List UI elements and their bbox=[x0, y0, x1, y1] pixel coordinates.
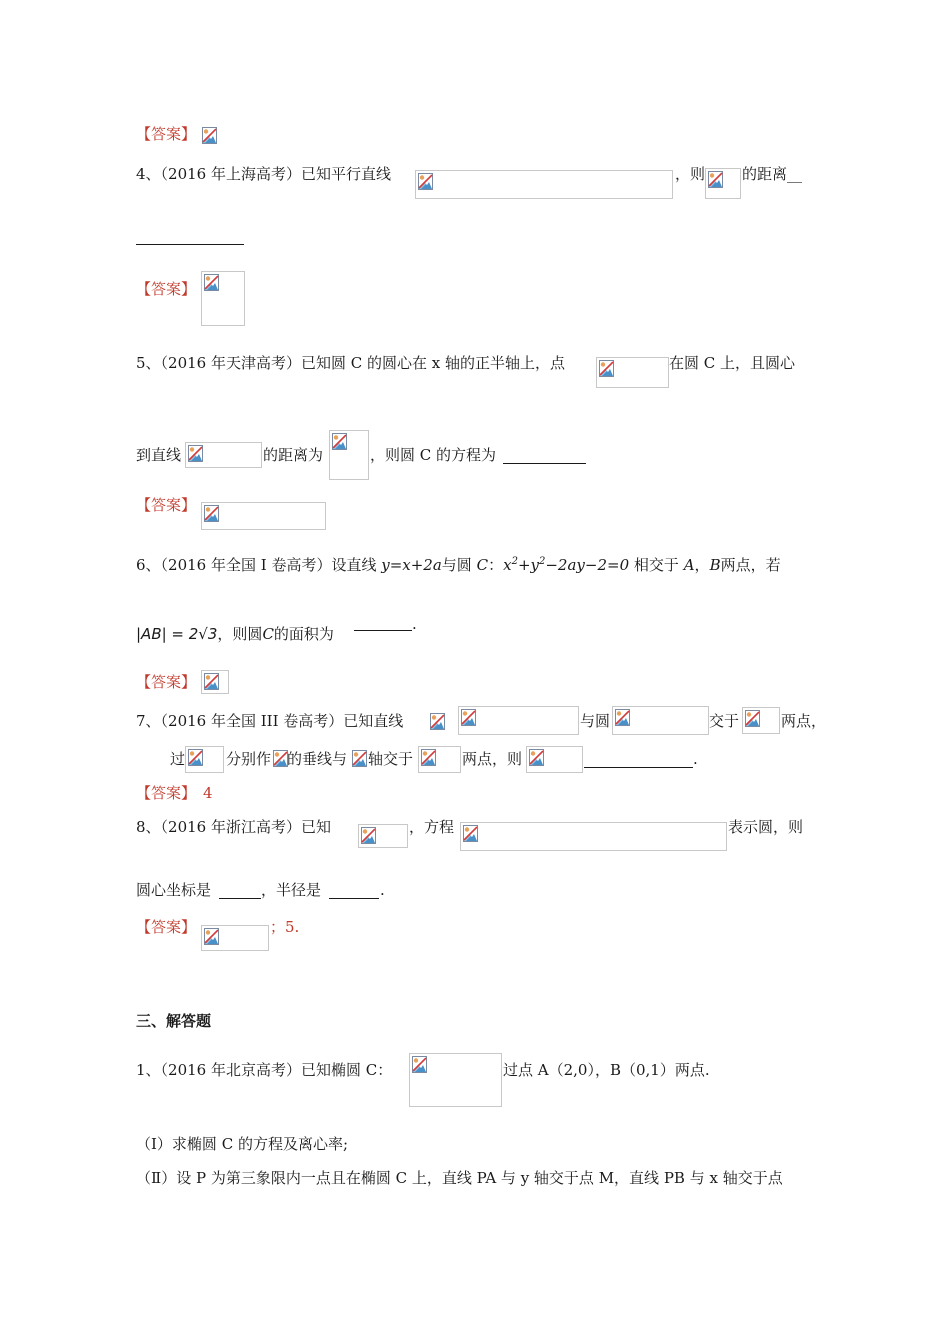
question-text: 过点 A（2,0），B（0,1）两点. bbox=[503, 1061, 710, 1079]
question-text: ，方程 bbox=[409, 818, 455, 836]
formula-ab: |AB| = 2√3 bbox=[136, 625, 218, 643]
answer-image bbox=[201, 126, 219, 146]
answer-label: 【答案】 bbox=[136, 918, 197, 936]
question-4-line-1 bbox=[136, 164, 391, 184]
answer-label: 【答案】 bbox=[136, 784, 197, 802]
answer-blank bbox=[503, 462, 586, 464]
punctuation: ， bbox=[694, 556, 710, 574]
question-6-line-1 bbox=[136, 555, 781, 575]
section-title: 三、解答题 bbox=[136, 1012, 212, 1030]
broken-image-icon bbox=[352, 750, 367, 767]
formula-image bbox=[526, 746, 583, 773]
answer-blank bbox=[329, 897, 379, 899]
question-text: 表示圆，则 bbox=[728, 818, 804, 836]
formula-image bbox=[705, 168, 741, 199]
punctuation: ： bbox=[488, 556, 504, 574]
question-number: 6、 bbox=[136, 556, 161, 574]
broken-image-icon bbox=[708, 171, 723, 188]
answer-image bbox=[201, 502, 326, 530]
formula-image bbox=[352, 750, 368, 770]
question-7-line-1 bbox=[136, 711, 403, 731]
broken-image-icon bbox=[202, 127, 217, 144]
formula-image bbox=[329, 430, 369, 480]
question-text: ，则 bbox=[675, 165, 706, 183]
answer-blank bbox=[354, 629, 412, 631]
answer-blank bbox=[584, 766, 693, 768]
question-text: 的垂线与 bbox=[287, 750, 348, 768]
question-number: 1、 bbox=[136, 1061, 161, 1079]
formula-image bbox=[460, 822, 727, 851]
point-label: B bbox=[709, 556, 721, 574]
question-text: （2016 年天津高考）已知圆 C 的圆心在 x 轴的正半轴上，点 bbox=[160, 354, 565, 372]
answer-image bbox=[201, 271, 245, 326]
formula-image bbox=[409, 1053, 502, 1107]
broken-image-icon bbox=[361, 827, 376, 844]
formula-image bbox=[596, 357, 669, 388]
broken-image-icon bbox=[204, 928, 219, 945]
question-text: （2016 年上海高考）已知平行直线 bbox=[160, 165, 391, 183]
question-text: 两点，则 bbox=[462, 750, 523, 768]
question-text: 与圆 bbox=[580, 712, 611, 730]
question-text: （2016 年北京高考）已知椭圆 C： bbox=[160, 1061, 393, 1079]
answer-image bbox=[201, 925, 269, 951]
formula-image bbox=[358, 824, 408, 848]
question-part-2: （Ⅱ）设 P 为第三象限内一点且在椭圆 C 上，直线 PA 与 y 轴交于点 M，直线 PB 与 x 轴交于点 bbox=[136, 1169, 783, 1187]
question-text: 与圆 bbox=[441, 556, 472, 574]
broken-image-icon bbox=[412, 1056, 427, 1073]
question-text: 相交于 bbox=[633, 556, 679, 574]
equation-circle: $x^2+y^2-2ay-2=0$ bbox=[503, 556, 630, 574]
broken-image-icon bbox=[188, 749, 203, 766]
formula-image bbox=[430, 713, 444, 731]
broken-image-icon bbox=[273, 750, 288, 767]
broken-image-icon bbox=[188, 445, 203, 462]
question-text: ，半径是 bbox=[261, 881, 322, 899]
formula-image bbox=[612, 706, 709, 735]
circle-name: C bbox=[476, 556, 489, 574]
question-number: 8、 bbox=[136, 818, 161, 836]
answer-blank bbox=[136, 243, 244, 245]
question-number: 4、 bbox=[136, 165, 161, 183]
broken-image-icon bbox=[529, 749, 544, 766]
question-text: 的距离为 bbox=[263, 446, 324, 464]
broken-image-icon bbox=[615, 709, 630, 726]
question-text: 轴交于 bbox=[368, 750, 414, 768]
broken-image-icon bbox=[463, 825, 478, 842]
formula-image bbox=[185, 442, 262, 468]
broken-image-icon bbox=[332, 433, 347, 450]
question-part-1: （I）求椭圆 C 的方程及离心率; bbox=[136, 1135, 348, 1153]
formula-image bbox=[415, 170, 673, 199]
answer-label: 【答案】 bbox=[136, 280, 197, 298]
formula-image bbox=[273, 750, 287, 770]
question-text: 的距离__ bbox=[742, 165, 803, 183]
question-text: 交于 bbox=[709, 712, 740, 730]
question-text: 过 bbox=[170, 750, 186, 768]
question-text: 分别作 bbox=[226, 750, 272, 768]
broken-image-icon bbox=[461, 709, 476, 726]
answer-value: ；5. bbox=[270, 918, 300, 936]
broken-image-icon bbox=[745, 710, 760, 727]
circle-name: C bbox=[262, 625, 274, 643]
answer-blank bbox=[219, 897, 261, 899]
broken-image-icon bbox=[204, 505, 219, 522]
answer-label: 【答案】 bbox=[136, 673, 197, 691]
question-text: ，则圆 bbox=[217, 625, 263, 643]
question-text: 圆心坐标是 bbox=[136, 881, 212, 899]
answer-label: 【答案】 bbox=[136, 496, 197, 514]
formula-image bbox=[418, 746, 461, 773]
broken-image-icon bbox=[418, 173, 433, 190]
question-5-line-1 bbox=[136, 353, 565, 373]
question-text: 到直线 bbox=[136, 446, 182, 464]
question-text: 在圆 C 上，且圆心 bbox=[669, 354, 796, 372]
formula-image bbox=[185, 746, 224, 773]
point-label: A bbox=[683, 556, 695, 574]
question-text: 的面积为 bbox=[273, 625, 334, 643]
question-number: 5、 bbox=[136, 354, 161, 372]
question-text: （2016 年浙江高考）已知 bbox=[160, 818, 331, 836]
solution-1-line-1 bbox=[136, 1060, 392, 1080]
answer-value: 4 bbox=[203, 784, 213, 802]
equation-line: y=x+2a bbox=[381, 556, 442, 574]
question-6-line-2 bbox=[136, 624, 334, 644]
punctuation: . bbox=[412, 615, 417, 633]
question-text: 两点， bbox=[781, 712, 827, 730]
broken-image-icon bbox=[204, 274, 219, 291]
question-text: ，则圆 C 的方程为 bbox=[370, 446, 497, 464]
question-8-line-1 bbox=[136, 817, 331, 837]
question-text: 两点，若 bbox=[720, 556, 781, 574]
broken-image-icon bbox=[599, 360, 614, 377]
punctuation: . bbox=[693, 750, 698, 768]
punctuation: . bbox=[380, 881, 385, 899]
answer-image bbox=[201, 670, 229, 694]
formula-image bbox=[458, 706, 579, 735]
formula-image bbox=[742, 707, 780, 734]
broken-image-icon bbox=[204, 673, 219, 690]
question-number: 7、 bbox=[136, 712, 161, 730]
broken-image-icon bbox=[430, 713, 445, 730]
broken-image-icon bbox=[421, 749, 436, 766]
question-text: （2016 年全国 III 卷高考）已知直线 bbox=[160, 712, 404, 730]
question-text: （2016 年全国 I 卷高考）设直线 bbox=[160, 556, 377, 574]
answer-label: 【答案】 bbox=[136, 125, 197, 143]
